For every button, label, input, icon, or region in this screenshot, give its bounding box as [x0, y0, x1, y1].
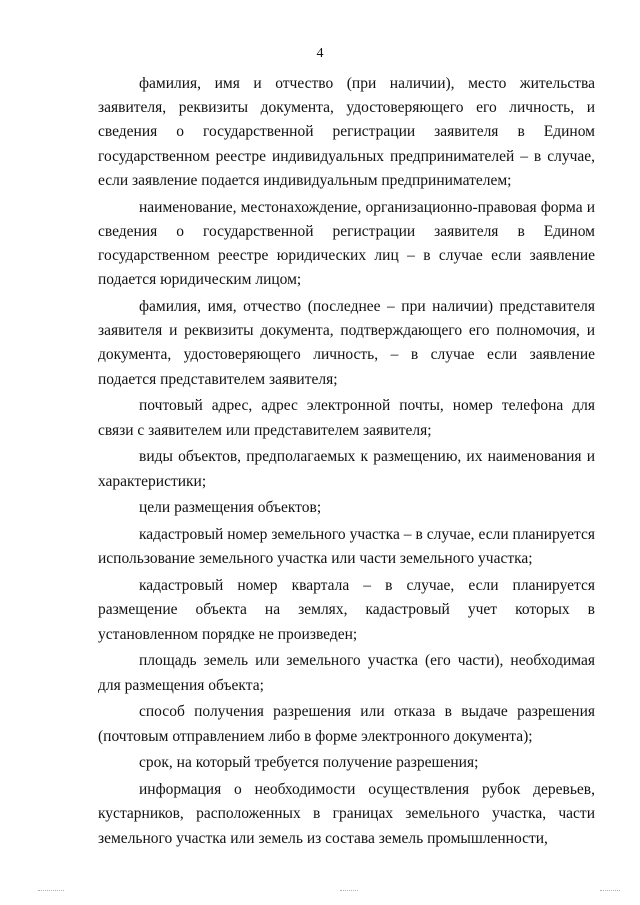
paragraph-land-cadastral-number: кадастровый номер земельного участка – в случае, если планируется использование земельного участка или части земельного участка; — [98, 526, 595, 568]
paragraph-placement-purpose: цели размещения объектов; — [139, 499, 322, 517]
paragraph-tree-felling-info: информация о необходимости осуществления рубок деревьев, кустарников, расположенных в границах земельного участка, части земельного участка или земель из состава земель промышленности, — [98, 781, 595, 847]
paragraph-object-types: виды объектов, предполагаемых к размещению, их наименования и характеристики; — [98, 448, 595, 490]
paragraph-area: площадь земель или земельного участка (его части), необходимая для размещения объекта; — [98, 652, 595, 694]
paragraph-permit-term: срок, на который требуется получение разрешения; — [139, 754, 479, 772]
scan-edge-mark-center — [340, 890, 358, 892]
scan-edge-mark-left — [38, 890, 64, 892]
paragraph-applicant-representative: фамилия, имя, отчество (последнее – при наличии) представителя заявителя и реквизиты документа, подтверждающего его полномочия, и документа, удостоверяющего личность, – в случае если заявление подается представителем заявителя; — [98, 298, 595, 388]
paragraph-delivery-method: способ получения разрешения или отказа в выдаче разрешения (почтовым отправлением либо в форме электронного документа); — [98, 703, 595, 745]
page-number: 4 — [316, 46, 324, 61]
paragraph-quarter-cadastral-number: кадастровый номер квартала – в случае, если планируется размещение объекта на землях, кадастровый учет которых в установленном порядке не произведен; — [98, 577, 595, 643]
paragraph-contact-details: почтовый адрес, адрес электронной почты, номер телефона для связи с заявителем или представителем заявителя; — [98, 397, 595, 439]
scan-edge-mark-right — [600, 890, 620, 892]
paragraph-applicant-legal-entity: наименование, местонахождение, организационно-правовая форма и сведения о государственной регистрации заявителя в Едином государственном реестре юридических лиц – в случае если заявление подается юридическим лицом; — [98, 198, 595, 289]
document-body — [98, 72, 595, 853]
paragraph-applicant-individual: фамилия, имя и отчество (при наличии), место жительства заявителя, реквизиты документа, удостоверяющего его личность, и сведения о государственной регистрации заявителя в Едином государственном реестре индивидуальных предпринимателей – в случае, если заявление подается индивидуальным предпринимателем; — [98, 75, 595, 189]
